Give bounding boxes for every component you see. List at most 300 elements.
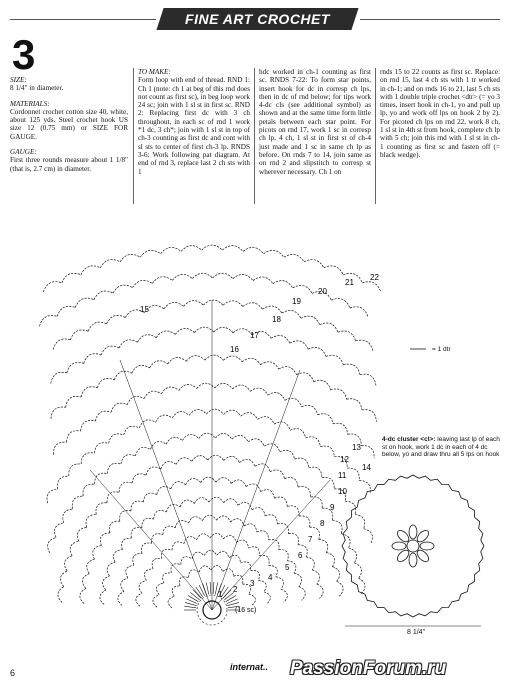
stitch-spoke — [206, 583, 208, 595]
chain-loop — [192, 456, 208, 462]
chain-loop — [255, 464, 270, 472]
round-number: 20 — [318, 287, 327, 296]
chain-loop — [318, 414, 333, 424]
chain-loop — [268, 539, 279, 549]
chain-loop — [94, 291, 113, 300]
chain-loop — [202, 245, 223, 250]
publisher-logo-text: internat.. — [230, 662, 269, 672]
round-number: 22 — [370, 273, 379, 282]
chain-loop — [319, 539, 328, 552]
chain-loop — [312, 570, 319, 584]
stitch-spoke — [188, 595, 198, 601]
chain-loop — [331, 299, 350, 308]
materials-label: MATERIALS: — [10, 99, 50, 108]
chain-loop — [184, 537, 197, 544]
chain-loop — [192, 552, 204, 559]
chain-loop — [337, 581, 343, 596]
stitch-spoke — [227, 602, 239, 605]
chain-loop — [362, 282, 381, 292]
chain-loop — [224, 499, 238, 505]
chain-loop — [203, 300, 223, 305]
chain-loop — [82, 574, 89, 589]
chain-loop — [243, 247, 264, 253]
chain-loop — [347, 399, 362, 410]
chain-loop — [257, 531, 269, 540]
chain-loop — [107, 463, 121, 473]
chain-loop — [301, 316, 320, 325]
stitch-spoke — [210, 582, 211, 594]
chain-loop — [216, 516, 230, 522]
chain-loop — [121, 578, 128, 592]
star-point-line — [212, 480, 330, 610]
chain-loop — [232, 435, 248, 441]
chain-loop — [175, 520, 188, 528]
chain-loop — [113, 285, 132, 293]
dtr-symbol-legend: = 1 dtr — [432, 346, 451, 353]
chain-loop — [284, 478, 298, 488]
chain-loop — [119, 340, 137, 348]
chain-loop — [253, 277, 273, 284]
page-number: 6 — [10, 668, 16, 678]
round-number: 19 — [292, 297, 301, 306]
stitch-spoke — [190, 592, 199, 600]
cluster-legend — [382, 436, 502, 459]
gauge-text: First three rounds measure about 1 1/8" (that is, 2.7 cm) in diameter. — [10, 156, 128, 173]
chain-loop — [60, 571, 67, 587]
chain-loop — [100, 533, 110, 546]
chain-loop — [213, 273, 233, 278]
chain-loop — [58, 587, 64, 603]
chain-loop — [314, 380, 331, 390]
chain-loop — [141, 543, 151, 554]
chain-loop — [309, 467, 322, 478]
chain-loop — [320, 323, 338, 332]
chain-loop — [231, 480, 246, 487]
chain-loop — [290, 429, 305, 438]
stitch-spoke — [186, 599, 197, 604]
stitch-spoke — [193, 590, 201, 599]
chain-loop — [133, 280, 153, 287]
chain-loop — [54, 442, 67, 454]
chain-loop — [244, 524, 257, 532]
round-number: 13 — [352, 443, 361, 452]
chain-loop — [87, 559, 95, 573]
chain-loop — [332, 520, 342, 533]
chain-loop — [53, 339, 70, 350]
chain-loop — [121, 455, 135, 464]
chain-loop — [142, 518, 154, 528]
chain-loop — [40, 316, 58, 327]
chain-loop — [145, 569, 153, 581]
chain-loop — [306, 437, 321, 447]
chain-loop — [120, 254, 140, 262]
chain-loop — [186, 356, 205, 362]
chain-loop — [144, 391, 161, 399]
chain-loop — [150, 361, 168, 368]
chain-loop — [47, 489, 58, 503]
chain-loop — [172, 274, 192, 280]
chain-loop — [282, 310, 301, 318]
chain-loop — [279, 550, 289, 561]
chain-loop — [131, 501, 143, 511]
chain-loop — [120, 511, 131, 522]
round-number: 7 — [308, 535, 313, 544]
chain-loop — [224, 456, 240, 462]
chain-loop — [57, 306, 75, 316]
chain-loop — [127, 396, 144, 404]
chain-loop — [94, 443, 108, 453]
pattern-diagram — [40, 245, 426, 625]
stitch-spoke — [185, 602, 197, 605]
chain-loop — [343, 364, 360, 375]
chain-loop — [250, 388, 267, 395]
chain-loop — [338, 331, 356, 341]
chain-loop — [163, 573, 172, 583]
stitch-count-note: (16 sc) — [235, 607, 257, 614]
star-point-line — [90, 470, 212, 610]
chain-loop — [172, 586, 180, 596]
chain-loop — [362, 410, 376, 422]
finished-doily-diagram — [342, 475, 484, 626]
chain-loop — [172, 542, 184, 550]
round-number: 11 — [338, 471, 347, 480]
chain-loop — [273, 281, 293, 288]
chain-loop — [296, 373, 313, 382]
chain-loop — [96, 503, 107, 515]
chain-loop — [302, 405, 318, 414]
chain-loop — [111, 403, 127, 412]
chain-loop — [249, 594, 256, 606]
chain-loop — [48, 538, 56, 553]
chain-loop — [215, 383, 233, 389]
round-number: 4 — [268, 573, 273, 582]
chain-loop — [262, 306, 281, 313]
to-make-label: TO MAKE: — [138, 68, 171, 76]
chain-loop — [261, 490, 275, 499]
chain-loop — [179, 384, 197, 390]
chain-loop — [100, 260, 120, 268]
chain-loop — [186, 479, 201, 485]
chain-loop — [298, 487, 311, 497]
chain-loop — [240, 459, 256, 466]
round-number: 12 — [340, 455, 349, 464]
chain-loop — [284, 254, 304, 262]
chain-loop — [295, 458, 309, 468]
chain-loop — [119, 482, 132, 492]
chain-loop — [332, 567, 339, 582]
chain-loop — [132, 365, 150, 373]
chain-loop — [182, 434, 198, 440]
chain-loop — [135, 447, 150, 456]
chain-loop — [205, 355, 224, 360]
chain-loop — [194, 498, 209, 504]
chain-loop — [248, 547, 259, 556]
chain-loop — [163, 526, 175, 535]
chain-loop — [360, 374, 376, 385]
chain-loop — [234, 575, 243, 584]
round-number: 17 — [250, 331, 259, 340]
chain-loop — [101, 346, 119, 355]
round-number: 1 — [218, 590, 223, 599]
chain-loop — [95, 411, 111, 421]
chain-loop — [246, 484, 260, 492]
chain-loop — [241, 413, 258, 420]
chain-loop — [66, 396, 82, 407]
chain-loop — [137, 335, 156, 342]
chain-loop — [181, 557, 192, 565]
chain-loop — [199, 433, 216, 438]
chain-loop — [288, 534, 298, 545]
chain-loop — [279, 367, 297, 375]
doily-petal — [420, 542, 434, 550]
chain-loop — [151, 442, 167, 450]
chain-loop — [132, 474, 146, 483]
chain-loop — [264, 250, 284, 257]
chain-loop — [211, 566, 223, 572]
chain-loop — [290, 341, 308, 349]
chain-loop — [77, 527, 86, 541]
star-point-line — [120, 360, 212, 610]
chain-loop — [133, 554, 142, 566]
chain-loop — [194, 327, 213, 332]
chain-loop — [81, 266, 100, 275]
chain-loop — [270, 470, 284, 479]
chain-loop — [223, 301, 243, 307]
chain-loop — [252, 508, 265, 516]
chain-loop — [259, 555, 269, 565]
chain-loop — [189, 517, 203, 523]
chain-loop — [280, 450, 295, 459]
chain-loop — [224, 356, 243, 362]
doily-petal — [392, 542, 406, 550]
doily-petal — [409, 525, 417, 539]
chain-loop — [114, 550, 123, 563]
chain-loop — [208, 455, 224, 460]
chain-loop — [172, 412, 189, 418]
gauge-label: GAUGE: — [10, 148, 37, 157]
instructions-text-2: hdc worked in ch-1 counting as first sc. RNDS 7-22: To form star points, insert hook for dc in corresp ch lps, then in dc of rnd below; for tips work 4-dc cls (see additional symbol) as shown and at the same time form little petals between each star point. For picots on rnd 17, work 1 sc in corresp ch lp, 4 ch, 1 sl st in first st of ch-4 just made and 1 sc in same ch lp as before. On rnds 7 to 14, join same as on rnd 2 and slipstitch to corresp st wherever necessary. Ch 1 on — [259, 68, 371, 176]
chain-loop — [217, 551, 229, 557]
chain-loop — [294, 573, 302, 586]
chain-loop — [114, 371, 131, 380]
chain-loop — [285, 398, 302, 407]
chain-loop — [242, 358, 260, 365]
chain-loop — [214, 327, 233, 332]
chain-loop — [139, 580, 146, 593]
round-number: 3 — [250, 579, 255, 588]
chain-loop — [152, 534, 163, 544]
chain-loop — [330, 389, 346, 399]
chain-loop — [146, 467, 161, 475]
round-number: 18 — [272, 315, 281, 324]
chain-loop — [364, 529, 373, 544]
chain-loop — [324, 266, 343, 275]
chain-loop — [164, 302, 184, 308]
chain-loop — [304, 260, 324, 268]
chain-loop — [350, 307, 368, 317]
chain-loop — [109, 434, 124, 444]
chain-loop — [355, 515, 365, 529]
chain-loop — [175, 328, 194, 334]
chain-loop — [265, 515, 277, 524]
chain-loop — [293, 285, 312, 293]
header-title: FINE ART CROCHET — [185, 11, 330, 27]
doily-petal — [409, 553, 417, 567]
chain-loop — [97, 378, 114, 387]
chain-loop — [181, 246, 202, 252]
pattern-number: 3 — [12, 31, 36, 78]
chain-loop — [232, 385, 250, 391]
chain-loop — [299, 516, 310, 527]
chain-loop — [223, 535, 236, 542]
chain-loop — [57, 476, 68, 489]
round-number: 14 — [362, 463, 371, 472]
round-number: 9 — [330, 503, 335, 512]
chain-loop — [206, 409, 223, 414]
chain-loop — [168, 358, 186, 364]
chain-loop — [166, 504, 180, 512]
chain-loop — [156, 415, 173, 422]
chain-loop — [161, 462, 176, 469]
cluster-label: 4-dc cluster <cl>: — [382, 436, 436, 443]
round-number: 5 — [285, 563, 290, 572]
chain-loop — [258, 580, 266, 591]
chain-loop — [197, 534, 210, 540]
doily-center — [407, 540, 419, 552]
chain-loop — [156, 331, 175, 338]
round-number: 10 — [338, 487, 347, 496]
size-text: 8 1/4" in diameter. — [10, 84, 64, 93]
chain-loop — [248, 439, 264, 446]
stitch-spoke — [223, 590, 231, 599]
chain-loop — [238, 502, 252, 509]
chain-loop — [72, 496, 83, 509]
chain-loop — [81, 420, 96, 431]
chain-loop — [80, 588, 86, 603]
cluster-text: leaving last lp of each st on hook, work 1 dc in each of 4 dc below, yo and draw thru all 5 lps on hook — [382, 436, 500, 458]
chain-loop — [192, 273, 212, 278]
round-number: 21 — [345, 278, 354, 287]
chain-loop — [189, 410, 206, 416]
chain-loop — [202, 515, 216, 520]
chain-loop — [354, 563, 361, 578]
chain-loop — [75, 298, 94, 307]
chain-loop — [156, 583, 164, 595]
chain-loop — [274, 422, 290, 430]
chain-loop — [107, 562, 115, 576]
diameter-label: 8 1/4" — [407, 629, 426, 636]
chain-loop — [268, 392, 285, 400]
chain-loop — [55, 523, 64, 538]
chain-loop — [299, 587, 305, 601]
chain-loop — [124, 426, 140, 435]
star-point-line — [212, 370, 300, 610]
chain-loop — [122, 538, 132, 550]
chain-loop — [51, 372, 67, 383]
chain-loop — [64, 556, 72, 571]
chain-loop — [109, 521, 119, 533]
chain-loop — [81, 387, 97, 397]
chain-loop — [152, 558, 161, 568]
chain-loop — [236, 540, 248, 548]
chain-loop — [107, 315, 126, 323]
instructions-text-1: Form loop with end of thread. RND 1: Ch 1 (note: ch 1 at beg of this rnd does not count as first sc), in beg loop work 24 sc; join with 1 sl st in first sc. RND 2: Replacing first dc with 3 ch throughout, in each sc of rnd 1 work *1 dc, 3 ch*; join with 1 sl st in top of ch-3 counting as first dc and cont with sl sts to center of first ch-3 lp. RNDS 3-6: Work following pat diagram. At end of rnd 3, replace last 2 ch sts with 1 — [138, 76, 250, 176]
materials-text: Cordonnet crochet cotton size 40, white, about 125 yds. Steel crochet hook US size 12 (0.75 mm) or SIZE FOR GAUGE. — [10, 107, 128, 141]
chain-loop — [347, 468, 359, 480]
chain-loop — [67, 362, 84, 372]
chain-loop — [136, 593, 142, 606]
round-number: 6 — [298, 551, 303, 560]
chain-loop — [143, 493, 156, 502]
chain-loop — [201, 477, 216, 482]
chain-loop — [274, 497, 287, 506]
chain-loop — [271, 336, 290, 344]
chain-loop — [161, 247, 182, 253]
chain-loop — [349, 548, 357, 563]
chain-loop — [176, 458, 192, 465]
chain-loop — [70, 330, 88, 340]
chain-loop — [261, 362, 279, 369]
chain-loop — [199, 566, 211, 572]
chain-loop — [209, 497, 224, 502]
chain-loop — [86, 515, 96, 528]
chain-loop — [264, 444, 280, 452]
chain-loop — [126, 565, 134, 578]
chain-loop — [67, 431, 81, 443]
chain-loop — [215, 433, 232, 439]
chain-loop — [326, 355, 343, 365]
chain-loop — [243, 303, 263, 309]
chain-loop — [51, 407, 66, 419]
chain-loop — [326, 553, 334, 567]
chain-loop — [166, 437, 182, 444]
chain-loop — [233, 274, 253, 280]
chain-loop — [258, 417, 275, 425]
stitch-spoke — [226, 595, 236, 601]
doily-outline — [342, 475, 484, 617]
chain-loop — [223, 569, 234, 576]
chain-loop — [308, 347, 326, 356]
chain-loop — [139, 420, 155, 428]
chain-loop — [306, 557, 314, 570]
chain-loop — [93, 546, 102, 560]
chain-loop — [103, 576, 110, 590]
stitch-spoke — [227, 599, 238, 604]
round-number: 15 — [140, 305, 149, 314]
chain-loop — [69, 464, 81, 476]
instructions-text-3: rnds 15 to 22 counts as first sc. Replace: on rnd 15, last 4 ch sts with 1 tr worked in ch-1; and on rnds 16 to 21, last 5 ch sts with 1 double triple crochet <dtr> (= yo 3 times, insert hook in ch-1, yo and pull up lp, yo and work off lps on hook 2 by 2). For picoted ch lps on rnd 22, work 8 ch, 1 sl st in 4th st from hook, complete ch lp with 5 ch; join this rnd with 1 sl st in ch-1 counting as first sc and fasten off (= black wedge). — [380, 68, 500, 159]
chain-loop — [184, 301, 204, 307]
chain-loop — [204, 550, 217, 555]
chain-loop — [118, 591, 124, 605]
chain-loop — [171, 482, 186, 489]
chain-loop — [154, 510, 167, 519]
chain-loop — [287, 506, 299, 516]
chain-loop — [83, 484, 95, 496]
chain-loop — [161, 387, 179, 394]
chain-loop — [224, 410, 241, 416]
chain-loop — [81, 453, 94, 464]
chain-loop — [317, 584, 323, 598]
chain-loop — [63, 509, 73, 523]
chain-loop — [153, 595, 159, 607]
chain-loop — [157, 486, 171, 494]
chain-loop — [359, 481, 370, 494]
chain-loop — [70, 541, 79, 556]
chain-loop — [361, 446, 374, 459]
chain-loop — [276, 577, 284, 589]
chain-loop — [264, 592, 271, 604]
